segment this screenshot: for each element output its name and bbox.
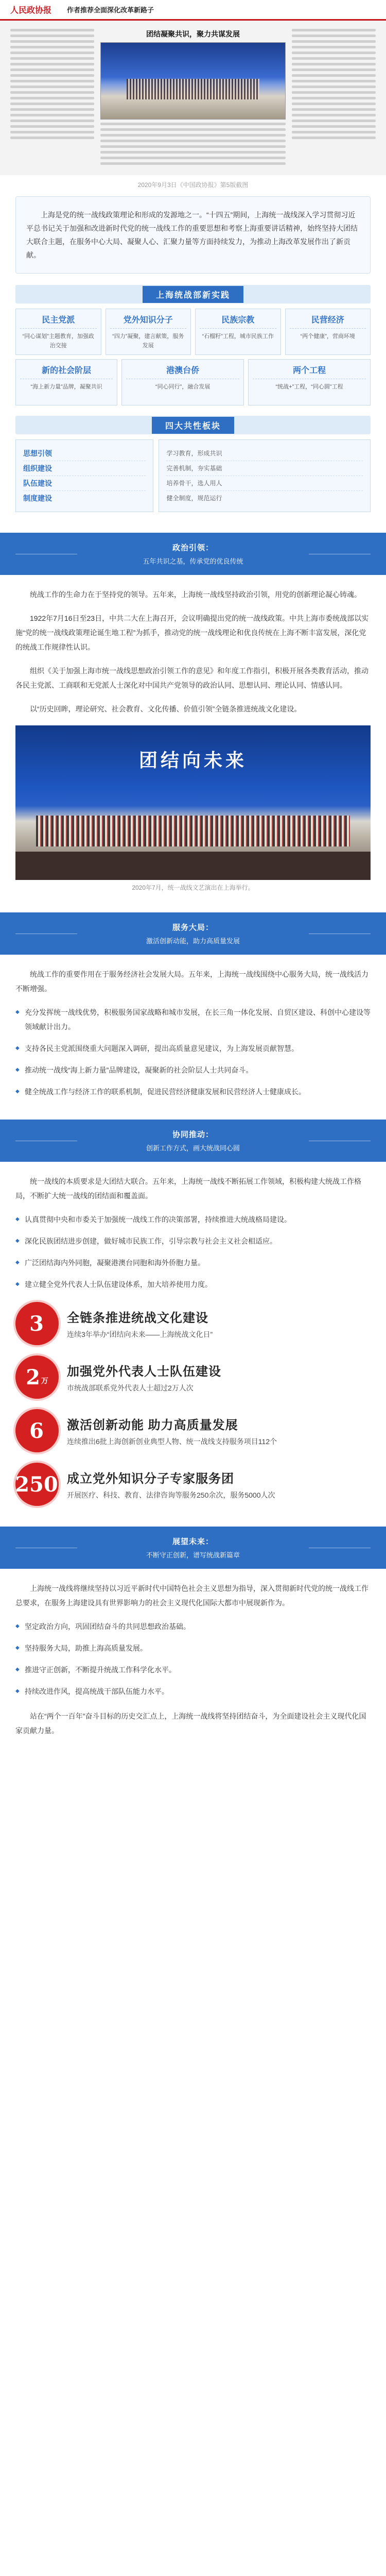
paragraph: 组织《关于加强上海市统一战线思想政治引领工作的意见》和年度工作指引，积极开展各类教育活动，推动各民主党派、工商联和无党派人士深化对中国共产党领导的政治认同、思想认同、理论认同、情感认同。 (15, 667, 369, 689)
diagram-item-head: 两个工程 (253, 364, 366, 379)
practice-diagram (15, 285, 371, 512)
achievement-title: 全链条推进统战文化建设 (67, 1311, 208, 1325)
section-subtitle: 创新工作方式，画大统战同心圆 (146, 1144, 240, 1152)
paragraph: 上海统一战线将继续坚持以习近平新时代中国特色社会主义思想为指导，深入贯彻新时代党的统一战线工作总要求，在服务上海建设具有世界影响力的社会主义现代化国际大都市中展现新作为。 (15, 1584, 369, 1607)
list-item: 队伍建设 (23, 476, 146, 491)
achievement-title: 成立党外知识分子专家服务团 (67, 1471, 234, 1486)
bullet-item: ◆ 坚持服务大局，助推上海高质量发展。 (15, 1641, 371, 1655)
diagram-item (248, 359, 371, 405)
diagram-item-head: 民营经济 (290, 313, 366, 329)
bullet-item: ◆ 支持各民主党派围绕重大问题深入调研，提出高质量意见建议，为上海发展贡献智慧。 (15, 1041, 371, 1056)
paragraph: 统一战线的本质要求是大团结大联合。五年来，上海统一战线不断拓展工作领域，积极构建大统战工作格局，不断扩大统一战线的团结面和覆盖面。 (15, 1177, 361, 1200)
section-header (0, 1527, 386, 1569)
bullet-item: ◆ 认真贯彻中央和市委关于加强统一战线工作的决策部署，持续推进大统战格局建设。 (15, 1212, 371, 1227)
diagram-item (285, 309, 371, 355)
bullet-item: ◆ 深化民族团结进步创建，做好城市民族工作，引导宗教与社会主义社会相适应。 (15, 1234, 371, 1248)
list-item: 学习教育，形成共识 (166, 446, 363, 461)
achievement-text (67, 1468, 275, 1501)
achievement-badge (15, 1302, 59, 1345)
bullet-item: ◆ 充分发挥统一战线优势，积极服务国家战略和城市发展，在长三角一体化发展、自贸区建设、科创中心建设等领域献计出力。 (15, 1005, 371, 1034)
diagram-item (121, 359, 244, 405)
diagram-item (15, 359, 117, 405)
achievement-unit: 万 (41, 1377, 48, 1385)
newspaper-headline: 作者推荐全面深化改革新路子 (67, 7, 154, 14)
paragraph: 统战工作的重要作用在于服务经济社会发展大局。五年来，上海统一战线围绕中心服务大局，统一战线活力不断增强。 (15, 970, 369, 993)
achievements (15, 1302, 371, 1506)
achievement-item (15, 1409, 371, 1452)
list-item: 组织建设 (23, 461, 146, 476)
diagram-list-box (15, 439, 371, 512)
diagram-item-sub: “四力”凝聚，建言献策，服务发展 (112, 333, 184, 349)
paragraph: 统战工作的生命力在于坚持党的领导。五年来，上海统一战线坚持政治引领，用党的创新理论凝心铸魂。 (30, 590, 361, 599)
bullet-item: ◆ 建立健全党外代表人士队伍建设体系，加大培养使用力度。 (15, 1277, 371, 1292)
section-title: 政治引领： (172, 544, 214, 552)
achievement-sub: 连续3年举办“团结向未来——上海统战文化日” (67, 1330, 213, 1338)
event-photo (15, 725, 371, 880)
diagram-item-sub: “两个健康”，营商环境 (300, 333, 355, 340)
section-subtitle: 不断守正创新，谱写统战新篇章 (146, 1551, 240, 1559)
newspaper-masthead: 人民政协报 (10, 5, 52, 15)
list-item: 思想引领 (23, 446, 146, 461)
diagram-list-left (15, 439, 153, 512)
photo-banner: 团结向未来 (138, 750, 247, 771)
diagram-item (15, 309, 101, 355)
bullet-item: ◆ 健全统战工作与经济工作的联系机制，促进民营经济健康发展和民营经济人士健康成长。 (15, 1084, 371, 1099)
achievement-number: 3 (29, 1311, 44, 1336)
achievement-title: 激活创新动能 助力高质量发展 (67, 1418, 238, 1432)
diagram-item-head: 新的社会阶层 (20, 364, 113, 379)
bullet-item: ◆ 坚定政治方向，巩固团结奋斗的共同思想政治基础。 (15, 1619, 371, 1634)
paragraph: 以“历史回眸，理论研究、社会教育、文化传播、价值引领”全链条推进统战文化建设。 (30, 705, 302, 713)
diagram-title-bar (15, 285, 371, 303)
achievement-number: 6 (29, 1418, 44, 1443)
diagram-title-bar-2 (15, 416, 371, 434)
achievement-number: 250 (15, 1472, 58, 1497)
photo-caption: 2020年7月，统一战线文艺演出在上海举行。 (132, 884, 254, 891)
source-caption: 2020年9月3日《中国政协报》第5版截图 (137, 181, 249, 189)
diagram-item-sub: “石榴籽”工程，城市民族工作 (202, 333, 274, 340)
bullet-item: ◆ 推进守正创新，不断提升统战工作科学化水平。 (15, 1663, 371, 1677)
diagram-item-sub: “海上新力量”品牌，凝聚共识 (30, 384, 102, 390)
newspaper-column-right (292, 26, 376, 168)
bullet-item: ◆ 广泛团结海内外同胞，凝聚港澳台同胞和海外侨胞力量。 (15, 1256, 371, 1270)
newspaper-center (100, 26, 286, 168)
diagram-item-head: 港澳台侨 (126, 364, 239, 379)
achievement-item (15, 1355, 371, 1399)
section-header (0, 1120, 386, 1162)
section-subtitle: 五年共识之基，传承党的优良传统 (143, 557, 243, 565)
diagram-title: 上海统战部新实践 (143, 286, 243, 303)
list-item: 完善机制，夯实基础 (166, 461, 363, 476)
achievement-badge (15, 1409, 59, 1452)
list-item: 制度建设 (23, 494, 52, 502)
achievement-item (15, 1302, 371, 1345)
bullet-item: ◆ 持续改进作风，提高统战干部队伍能力水平。 (15, 1684, 371, 1699)
achievement-title: 加强党外代表人士队伍建设 (67, 1364, 221, 1379)
diagram-item-head: 民族宗教 (200, 313, 276, 329)
section-title: 协同推动： (172, 1130, 214, 1139)
achievement-text (67, 1415, 277, 1447)
achievement-item (15, 1463, 371, 1506)
section-header (0, 533, 386, 575)
newspaper-body (0, 21, 386, 173)
diagram-item-head: 党外知识分子 (110, 313, 187, 329)
achievement-sub: 连续推出6批上海创新创业典型人物、统一战线支持服务项目112个 (67, 1437, 277, 1446)
achievement-text (67, 1361, 221, 1394)
newspaper-photo (100, 42, 286, 120)
section-title: 服务大局： (172, 923, 214, 932)
list-item: 培养骨干，选人用人 (166, 476, 363, 491)
diagram-item-sub: “同心谋划”主题教育，加强政治交接 (22, 333, 94, 349)
achievement-sub: 市统战部联系党外代表人士超过2万人次 (67, 1383, 194, 1392)
achievement-text (67, 1308, 213, 1340)
achievement-badge (15, 1355, 59, 1399)
newspaper-column-left (10, 26, 94, 168)
newspaper-header (0, 0, 386, 21)
intro-box: 上海是党的统一战线政策理论和形成的发源地之一。“十四五”期间，上海统一战线深入学习贯彻习近平总书记关于加强和改进新时代党的统一战线工作的重要思想和考察上海重要讲话精神，始终坚持大团结大联合主题，在服务中心大局、凝聚人心、汇聚力量等方面持续发力，为推动上海改革发展作出了新贡献。 (15, 196, 371, 274)
closing-paragraph: 站在“两个一百年”奋斗目标的历史交汇点上，上海统一战线将坚持团结奋斗，为全面建设社会主义现代化国家贡献力量。 (15, 1712, 366, 1735)
achievement-number: 2 (26, 1365, 40, 1389)
section-header (0, 912, 386, 955)
diagram-row-2 (15, 359, 371, 405)
list-item: 健全制度，规范运行 (166, 495, 222, 502)
diagram-section-2 (15, 416, 371, 512)
section-title: 展望未来： (172, 1537, 214, 1546)
diagram-title-2: 四大共性板块 (152, 417, 234, 434)
achievement-badge (15, 1463, 59, 1506)
newspaper-screenshot (0, 0, 386, 175)
achievement-sub: 开展医疗、科技、教育、法律咨询等服务250余次，服务5000人次 (67, 1490, 275, 1499)
diagram-row-1 (15, 309, 371, 355)
diagram-item-sub: “同心同行”，融合发展 (155, 384, 210, 390)
diagram-item-sub: “统战+”工程，“同心圆”工程 (275, 384, 343, 390)
diagram-item (195, 309, 281, 355)
section-subtitle: 激活创新动能，助力高质量发展 (146, 937, 240, 945)
paragraph: 1922年7月16日至23日，中共二大在上海召开，会议明确提出党的统一战线政策。中共上海市委统战部以实施“党的统一战线政策理论诞生地工程”为抓手，推动党的统一战线理论和优良传统在上海不断丰富发展，深化党的统战工作规律性认识。 (15, 614, 369, 651)
diagram-list-right (159, 439, 371, 512)
bullet-item: ◆ 推动统一战线“海上新力量”品牌建设，凝聚新的社会阶层人士共同奋斗。 (15, 1063, 371, 1077)
diagram-item (106, 309, 191, 355)
diagram-item-head: 民主党派 (20, 313, 97, 329)
newspaper-center-title: 团结凝聚共识，聚力共谋发展 (146, 30, 240, 39)
